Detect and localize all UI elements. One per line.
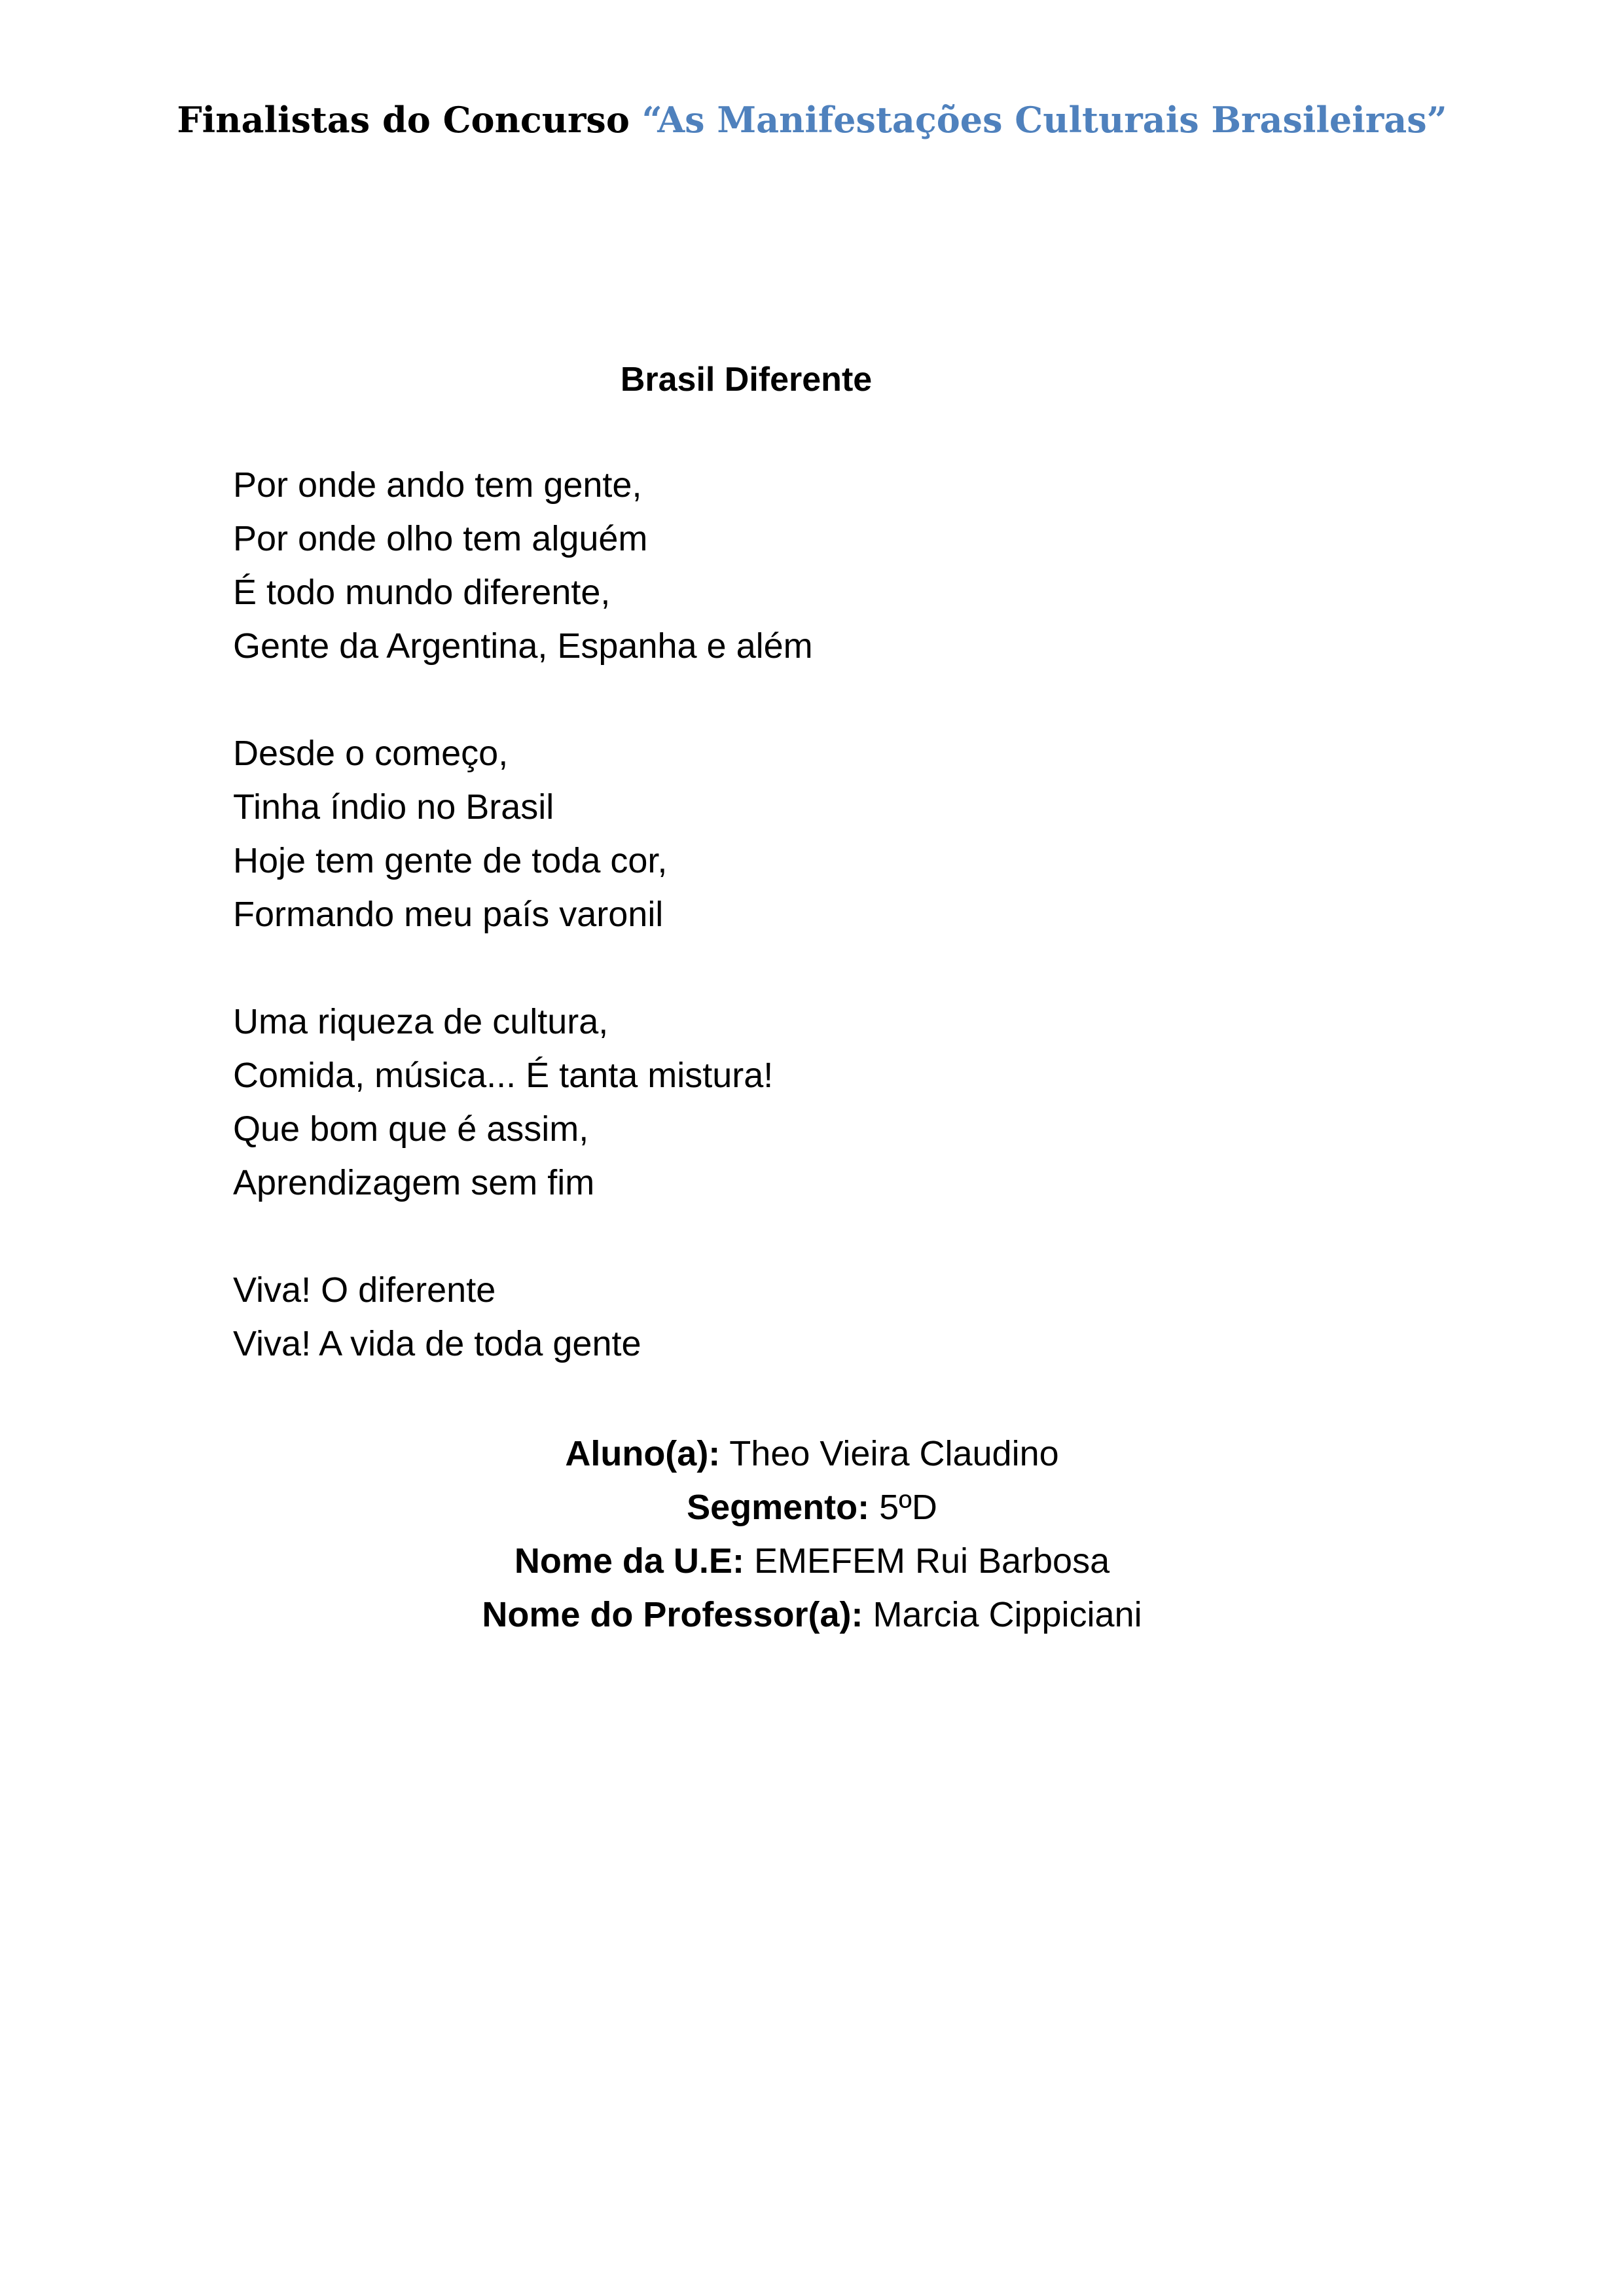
school-credit [0,1534,1624,1588]
student-label: Aluno(a): [565,1434,721,1473]
segment-value: 5ºD [869,1488,937,1527]
verse-line: Uma riqueza de cultura, [233,1002,609,1041]
segment-label: Segmento: [687,1488,870,1527]
verse-line: Viva! O diferente [233,1270,496,1310]
contest-name: “As Manifestações Culturais Brasileiras” [641,99,1447,141]
verse-line: Que bom que é assim, [233,1109,589,1149]
verse-line: Tinha índio no Brasil [233,787,554,827]
verse-line: Formando meu país varonil [233,895,664,934]
verse-line: Desde o começo, [233,734,509,773]
credits-block [0,1427,1624,1641]
stanza-1 [233,458,1411,673]
poem-title: Brasil Diferente [620,361,873,399]
student-name: Theo Vieira Claudino [720,1434,1059,1473]
stanza-3 [233,995,1411,1210]
teacher-credit [0,1588,1624,1641]
verse-line: Comida, música... É tanta mistura! [233,1056,774,1095]
verse-line: Aprendizagem sem fim [233,1163,595,1202]
stanza-4 [233,1263,1411,1371]
teacher-label: Nome do Professor(a): [482,1595,863,1634]
poem-body [233,458,1411,1424]
school-label: Nome da U.E: [514,1541,744,1581]
student-credit [0,1427,1624,1480]
verse-line: Hoje tem gente de toda cor, [233,841,668,880]
verse-line: Por onde ando tem gente, [233,465,642,505]
stanza-2 [233,726,1411,941]
verse-line: Gente da Argentina, Espanha e além [233,626,813,666]
school-name: EMEFEM Rui Barbosa [744,1541,1110,1581]
teacher-name: Marcia Cippiciani [863,1595,1142,1634]
page-header [0,90,1624,149]
verse-line: Viva! A vida de toda gente [233,1324,641,1363]
verse-line: Por onde olho tem alguém [233,519,648,558]
verse-line: É todo mundo diferente, [233,573,611,612]
header-prefix: Finalistas do Concurso [177,99,642,141]
segment-credit [0,1480,1624,1534]
